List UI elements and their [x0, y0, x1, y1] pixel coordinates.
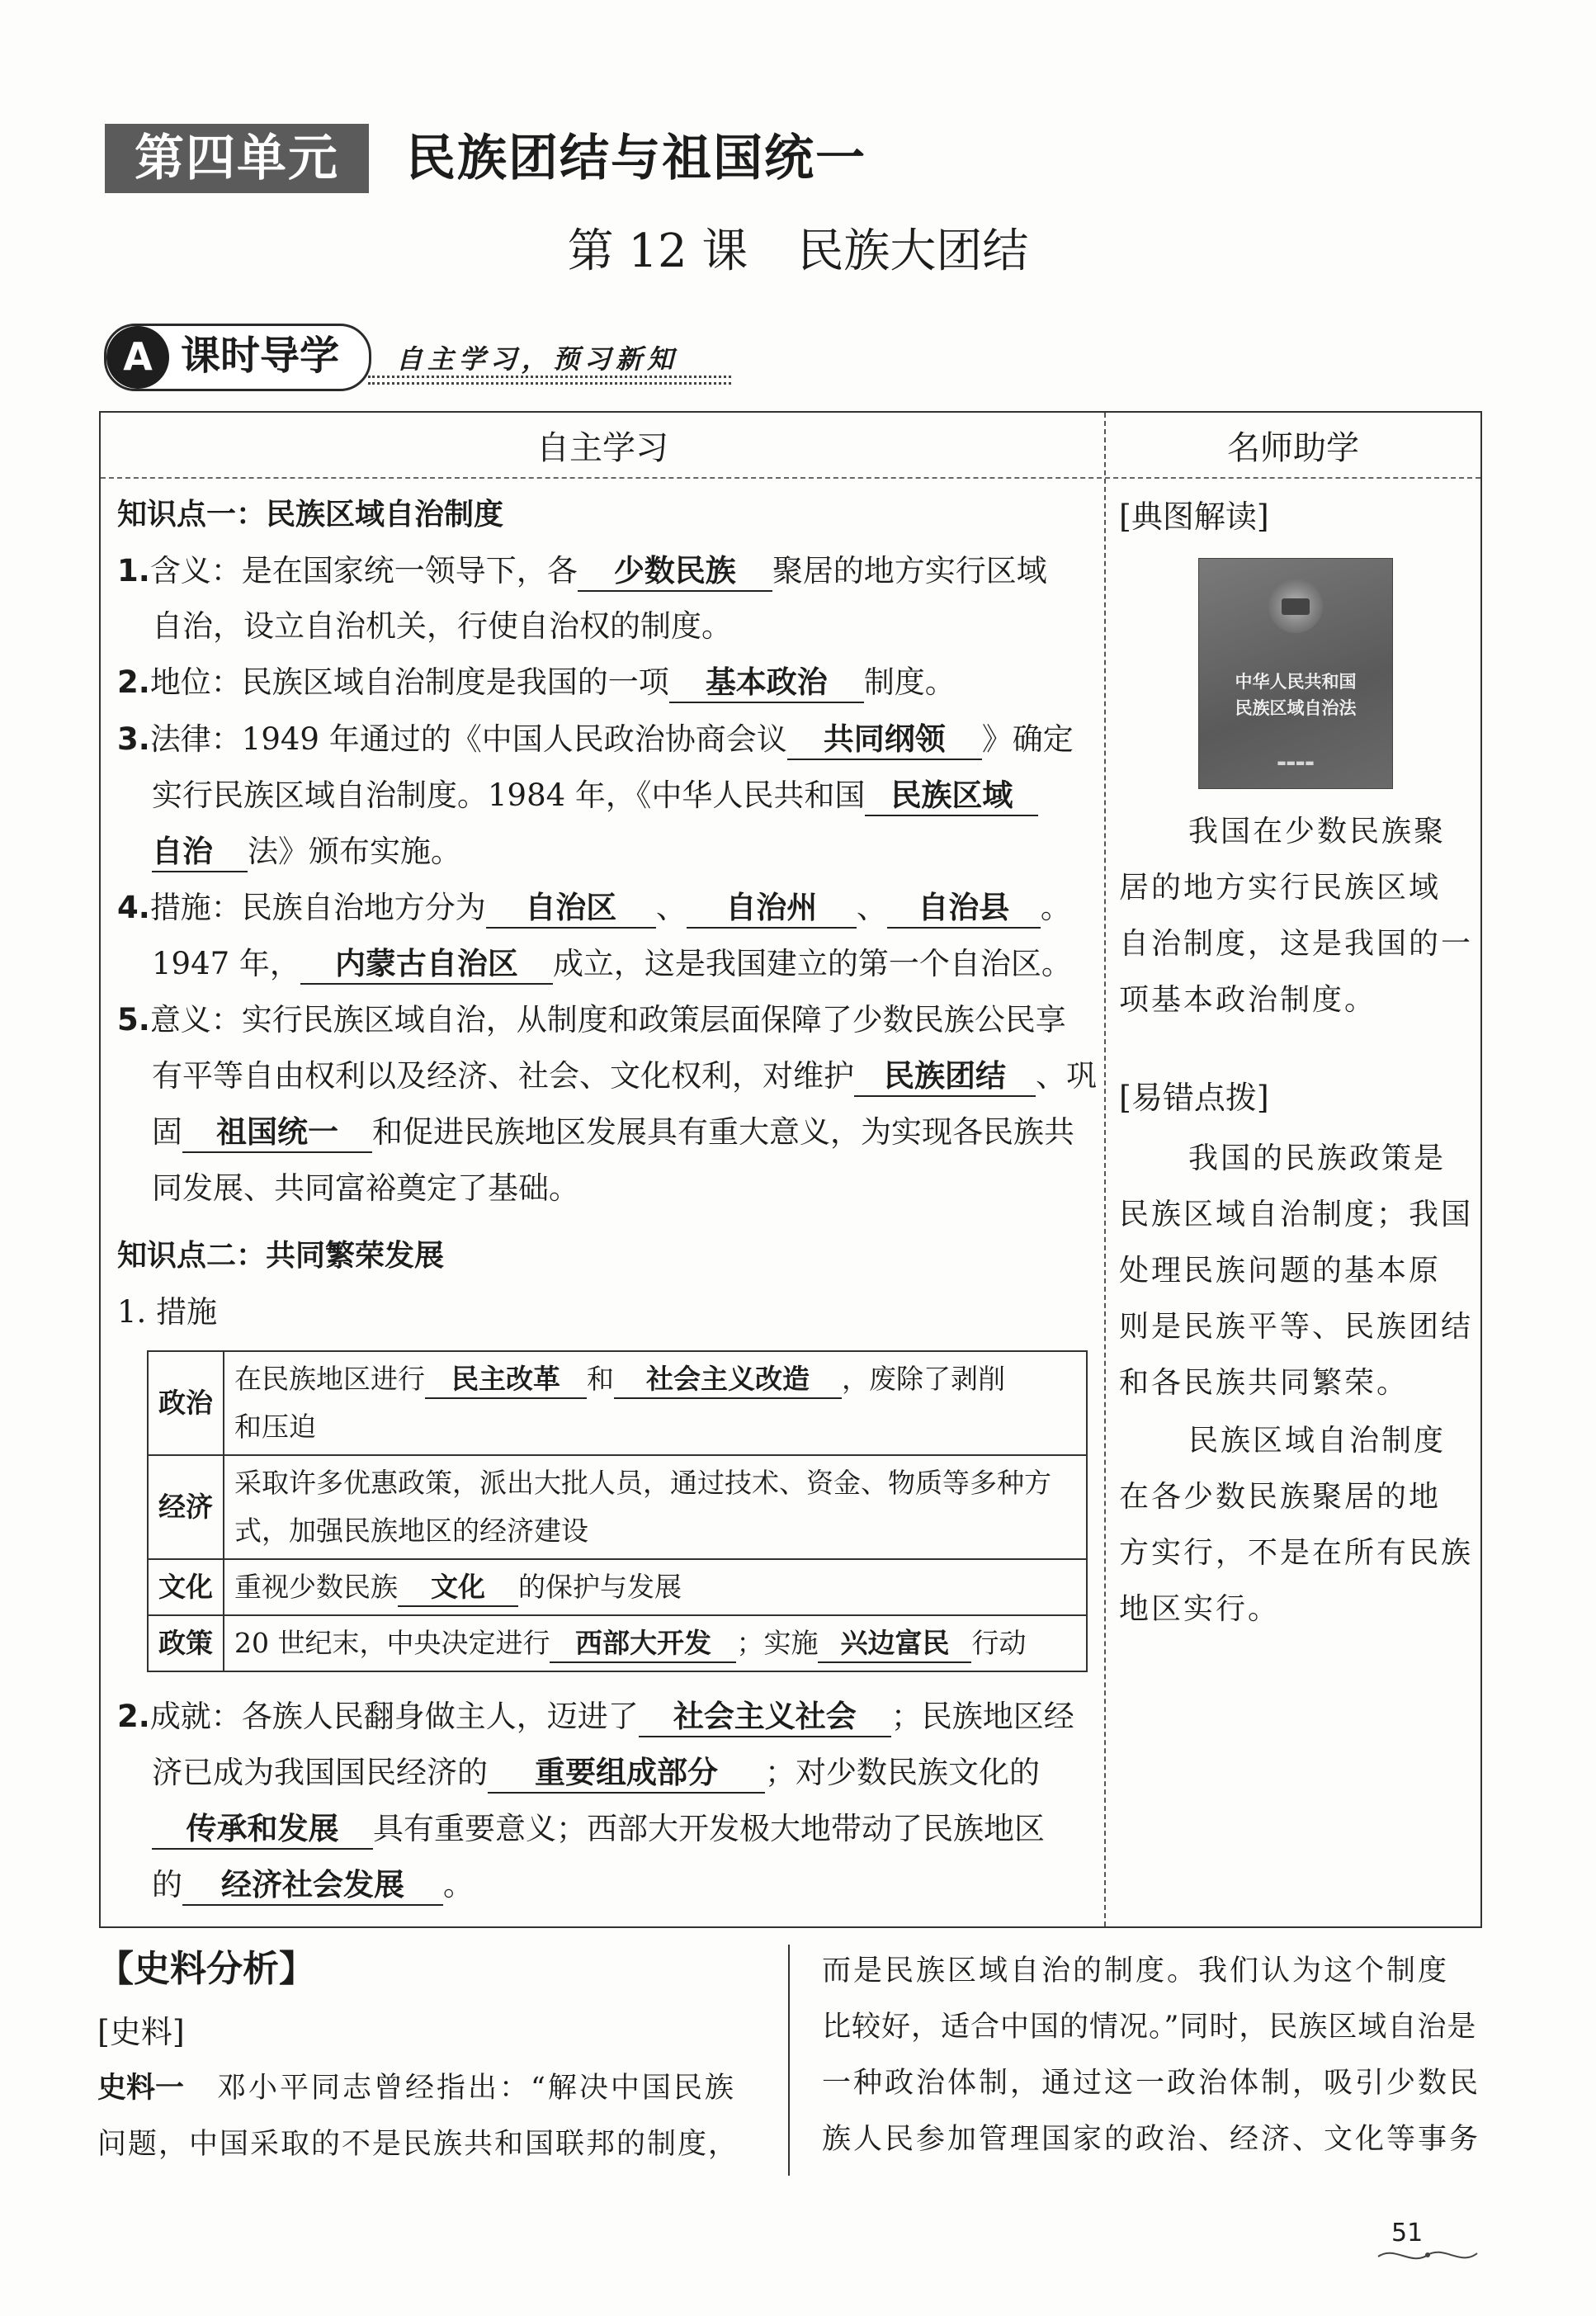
error-heading: [易错点拨]	[1119, 1080, 1269, 1116]
column-divider	[788, 1945, 790, 2176]
answer-blank: 祖国统一	[182, 1113, 372, 1153]
answer-blank: 民族团结	[854, 1057, 1036, 1097]
source-text-line: 一种政治体制，通过这一政治体制，吸引少数民	[822, 2067, 1481, 2100]
source-text-line: 族人民参加管理国家的政治、经济、文化等事务	[822, 2123, 1481, 2156]
table-cell: 在民族地区进行 民主改革 和 社会主义改造 ，废除了剥削 和压迫	[224, 1351, 1087, 1455]
answer-blank: 内蒙古自治区	[300, 945, 553, 985]
column-divider	[1104, 413, 1106, 1926]
answer-blank: 社会主义改造	[614, 1361, 842, 1399]
source-text-line: 比较好，适合中国的情况。”同时，民族区域自治是	[822, 2011, 1477, 2044]
column-header-teacher-help: 名师助学	[1227, 429, 1359, 467]
kp2-achievements-cont: 济已成为我国国民经济的 重要组成部分 ；对少数民族文化的	[152, 1751, 1040, 1794]
kp1-item-2: 2.地位：民族区域自治制度是我国的一项 基本政治 制度。	[117, 661, 956, 704]
error-text-line: 方实行，不是在所有民族	[1119, 1536, 1474, 1570]
historical-material-tag: [史料]	[97, 2014, 185, 2050]
table-cell: 采取许多优惠政策，派出大批人员，通过技术、资金、物质等多种方 式，加强民族地区的经济建设	[224, 1455, 1087, 1559]
badge-letter: A	[106, 326, 169, 389]
divider	[368, 376, 731, 378]
source-text-line: 问题，中国采取的不是民族共和国联邦的制度，	[97, 2128, 739, 2161]
answer-blank: 文化	[398, 1569, 518, 1607]
badge-subtitle: 自主学习，预习新知	[396, 343, 679, 375]
kp1-item-5-cont3: 同发展、共同富裕奠定了基础。	[152, 1170, 579, 1206]
answer-blank: 重要组成部分	[488, 1754, 765, 1794]
cover-title-line-1: 中华人民共和国	[1235, 672, 1357, 692]
kp1-item-5-cont2: 固 祖国统一 和促进民族地区发展具有重大意义，为实现各民族共	[152, 1111, 1074, 1154]
source-text-line: 而是民族区域自治的制度。我们认为这个制度	[822, 1954, 1450, 1988]
table-cell: 20 世纪末，中央决定进行 西部大开发 ；实施 兴边富民 行动	[224, 1615, 1087, 1671]
kp2-achievements-cont2: 传承和发展 具有重要意义；西部大开发极大地带动了民族地区	[152, 1808, 1045, 1850]
historical-analysis-title: 【史料分析】	[97, 1948, 315, 1990]
table-row-head: 政策	[148, 1615, 224, 1671]
error-text-line: 民族区域自治制度	[1188, 1424, 1447, 1458]
kp1-item-3: 3.法律：1949 年通过的《中国人民政治协商会议 共同纲领 》确定	[117, 718, 1074, 761]
table-row	[148, 1559, 1087, 1615]
table-cell: 重视少数民族 文化 的保护与发展	[224, 1559, 1087, 1615]
error-text-line: 我国的民族政策是	[1188, 1141, 1447, 1175]
measures-table	[147, 1350, 1088, 1672]
header-divider	[101, 477, 1480, 479]
lesson-name: 民族大团结	[797, 225, 1029, 278]
answer-blank: 传承和发展	[152, 1810, 373, 1850]
kp1-item-1: 1.含义：是在国家统一领导下，各 少数民族 聚居的地方实行区域	[117, 550, 1047, 593]
table-row	[148, 1455, 1087, 1559]
lesson-title	[0, 219, 1596, 285]
column-header-self-study: 自主学习	[536, 429, 668, 467]
answer-blank: 社会主义社会	[639, 1698, 891, 1737]
answer-blank: 共同纲领	[787, 721, 982, 760]
kp2-achievements-cont3: 的 经济社会发展 。	[152, 1864, 474, 1907]
figure-text-line: 项基本政治制度。	[1119, 983, 1377, 1017]
badge-label: 课时导学	[181, 333, 340, 379]
kp2-measures-label: 1. 措施	[117, 1294, 218, 1330]
answer-blank: 少数民族	[578, 552, 772, 592]
kp2-title: 知识点二：共同繁荣发展	[117, 1239, 445, 1273]
answer-blank: 自治区	[486, 889, 656, 929]
cover-publisher-mark: ▬▬▬▬	[1277, 757, 1315, 768]
lesson-number: 第 12 课	[567, 225, 748, 278]
kp1-item-5-cont: 有平等自由权利以及经济、社会、文化权利，对维护 民族团结 、巩	[152, 1055, 1097, 1098]
figure-heading: [典图解读]	[1119, 499, 1269, 535]
source-label: 史料一	[97, 2072, 185, 2105]
kp2-achievements: 2.成就：各族人民翻身做主人，迈进了 社会主义社会 ；民族地区经	[117, 1695, 1074, 1738]
table-row-head: 文化	[148, 1559, 224, 1615]
figure-text-line: 我国在少数民族聚	[1188, 815, 1447, 848]
kp1-item-3-cont2: 自治 法》颁布实施。	[152, 830, 461, 873]
answer-blank: 自治州	[687, 889, 857, 929]
error-text-line: 和各民族共同繁荣。	[1119, 1366, 1409, 1400]
error-text-line: 处理民族问题的基本原	[1119, 1254, 1442, 1288]
answer-blank: 民主改革	[425, 1361, 587, 1399]
page-number: 51	[1391, 2219, 1424, 2247]
section-badge	[104, 324, 371, 391]
error-text-line: 民族区域自治制度；我国	[1119, 1198, 1474, 1231]
answer-blank: 西部大开发	[550, 1625, 736, 1663]
answer-blank: 兴边富民	[818, 1625, 971, 1663]
law-book-cover-image	[1198, 558, 1393, 789]
error-text-line: 在各少数民族聚居的地	[1119, 1480, 1442, 1514]
error-text-line: 则是民族平等、民族团结	[1119, 1310, 1474, 1344]
answer-blank: 经济社会发展	[182, 1866, 443, 1906]
error-text-line: 地区实行。	[1119, 1592, 1281, 1626]
answer-blank: 自治	[152, 833, 248, 872]
kp1-item-1-cont: 自治，设立自治机关，行使自治权的制度。	[152, 608, 732, 644]
table-row	[148, 1351, 1087, 1455]
national-emblem-icon	[1268, 579, 1323, 633]
answer-blank: 基本政治	[669, 664, 864, 703]
table-row-head: 政治	[148, 1351, 224, 1455]
figure-text-line: 居的地方实行民族区域	[1119, 871, 1442, 905]
unit-label: 第四单元	[105, 124, 369, 193]
answer-blank: 自治县	[887, 889, 1041, 929]
kp1-item-5: 5.意义：实行民族区域自治，从制度和政策层面保障了少数民族公民享	[117, 1002, 1066, 1037]
figure-text-line: 自治制度，这是我国的一	[1119, 927, 1474, 961]
source-text-line: 史料一 邓小平同志曾经指出：“解决中国民族	[97, 2072, 736, 2105]
answer-blank: 民族区域	[865, 777, 1038, 816]
cover-title-line-2: 民族区域自治法	[1235, 698, 1357, 718]
table-row	[148, 1615, 1087, 1671]
kp1-item-3-cont: 实行民族区域自治制度。1984 年，《中华人民共和国 民族区域	[152, 774, 1038, 817]
ornament-icon	[1370, 2242, 1485, 2266]
table-row-head: 经济	[148, 1455, 224, 1559]
kp1-item-4-cont: 1947 年， 内蒙古自治区 成立，这是我国建立的第一个自治区。	[152, 943, 1072, 985]
kp1-title: 知识点一：民族区域自治制度	[117, 498, 504, 532]
divider	[368, 382, 731, 385]
kp1-item-4: 4.措施：民族自治地方分为 自治区 、 自治州 、 自治县 。	[117, 886, 1071, 929]
unit-title: 民族团结与祖国统一	[406, 130, 866, 187]
